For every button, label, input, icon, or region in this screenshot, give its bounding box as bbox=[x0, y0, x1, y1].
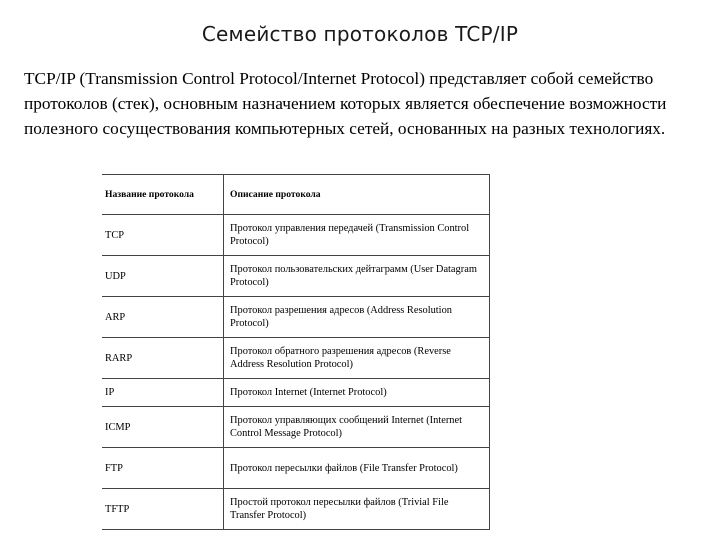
table-row bbox=[102, 215, 490, 256]
protocol-description: Протокол управления передачей (Transmission Control Protocol) bbox=[224, 215, 490, 256]
header-protocol-description: Описание протокола bbox=[224, 175, 490, 215]
protocol-description: Простой протокол пересылки файлов (Trivial File Transfer Protocol) bbox=[224, 489, 490, 530]
protocol-name: ARP bbox=[102, 297, 224, 338]
protocol-name: FTP bbox=[102, 448, 224, 489]
intro-paragraph: TCP/IP (Transmission Control Protocol/Internet Protocol) представляет собой семейство протоколов (стек), основным назначением которых является обеспечение возможности полезного сосуществования компьютерных сетей, основанных на разных технологиях. bbox=[24, 69, 667, 138]
table-header-row bbox=[102, 175, 490, 215]
table-row bbox=[102, 338, 490, 379]
protocol-description: Протокол разрешения адресов (Address Resolution Protocol) bbox=[224, 297, 490, 338]
table-row bbox=[102, 489, 490, 530]
protocol-name: UDP bbox=[102, 256, 224, 297]
protocol-name: TCP bbox=[102, 215, 224, 256]
protocol-name: ICMP bbox=[102, 407, 224, 448]
protocol-description: Протокол пользовательских дейтаграмм (User Datagram Protocol) bbox=[224, 256, 490, 297]
protocol-name: IP bbox=[102, 379, 224, 407]
protocol-name: TFTP bbox=[102, 489, 224, 530]
protocol-table bbox=[102, 174, 490, 530]
protocol-name: RARP bbox=[102, 338, 224, 379]
protocol-description: Протокол управляющих сообщений Internet (Internet Control Message Protocol) bbox=[224, 407, 490, 448]
header-protocol-name: Название протокола bbox=[105, 189, 194, 200]
table-row bbox=[102, 256, 490, 297]
table-row bbox=[102, 407, 490, 448]
table-row bbox=[102, 379, 490, 407]
protocol-description: Протокол пересылки файлов (File Transfer Protocol) bbox=[224, 448, 490, 489]
table-row bbox=[102, 297, 490, 338]
table-row bbox=[102, 448, 490, 489]
slide-title: Семейство протоколов TCP/IP bbox=[201, 22, 519, 46]
protocol-description: Протокол Internet (Internet Protocol) bbox=[224, 379, 490, 407]
protocol-description: Протокол обратного разрешения адресов (Reverse Address Resolution Protocol) bbox=[224, 338, 490, 379]
